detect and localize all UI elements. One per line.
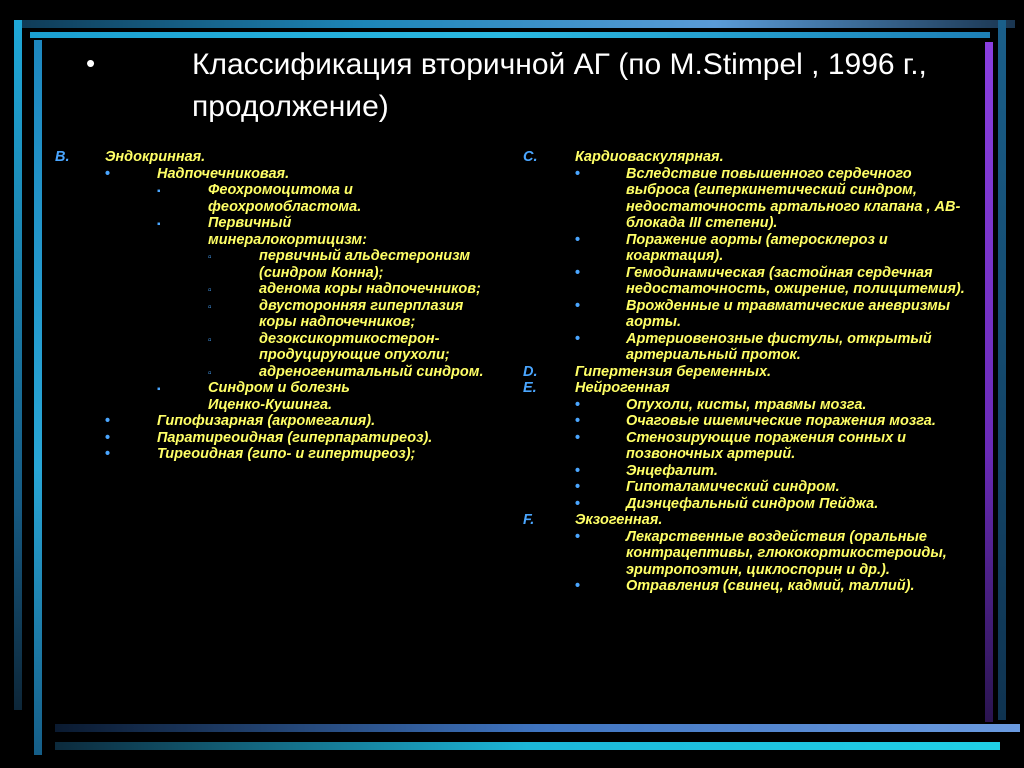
bullet-marker: • (575, 165, 581, 182)
section-letter: D. (523, 363, 538, 380)
right-outline-item (0, 413, 1010, 430)
bullet-marker: ▪ (157, 384, 161, 395)
outline-text: Экзогенная. (575, 512, 663, 528)
right-outline-item (0, 463, 1010, 480)
right-outline-item (0, 496, 1010, 513)
right-outline-item (0, 479, 1010, 496)
outline-text: дезоксикортикостерон-продуцирующие опухоли; (259, 330, 450, 363)
bullet-marker: • (575, 495, 581, 512)
outline-text: Феохромоцитома и феохромобластома. (208, 182, 362, 215)
decor-bar-bottom-inner (55, 742, 1000, 750)
outline-text: Гипоталамический синдром. (626, 479, 840, 495)
bullet-marker: ▫ (208, 334, 212, 346)
title-bullet: • (86, 48, 96, 78)
bullet-marker: • (575, 231, 581, 248)
outline-text: Синдром и болезнь Иценко-Кушинга. (208, 380, 350, 413)
decor-bar-bottom (55, 724, 1020, 732)
bullet-marker: • (105, 446, 111, 462)
bullet-marker: • (575, 264, 581, 281)
right-outline-item (0, 364, 1010, 381)
bullet-marker: • (575, 413, 581, 429)
outline-text: двусторонняя гиперплазия коры надпочечников; (259, 297, 464, 330)
bullet-marker: ▫ (208, 301, 212, 313)
bullet-marker: • (575, 330, 581, 347)
bullet-marker: ▫ (208, 252, 212, 263)
outline-text: Диэнцефальный синдром Пейджа. (626, 495, 879, 512)
bullet-marker: ▪ (157, 219, 161, 230)
slide-title: Классификация вторичной АГ (по M.Stimpel , 1996 г., продолжение) (192, 48, 927, 123)
outline-text: Тиреоидная (гипо- и гипертиреоз); (157, 446, 416, 462)
bullet-marker: • (575, 578, 581, 594)
right-outline-item (0, 298, 1010, 331)
outline-text: аденома коры надпочечников; (259, 281, 481, 297)
section-letter: E. (523, 380, 537, 396)
outline-text: Отравления (свинец, кадмий, таллий). (626, 578, 915, 594)
bullet-marker: • (575, 297, 581, 314)
outline-text: Стенозирующие поражения сонных и позвоночных артерий. (626, 429, 907, 462)
outline-text: Гипертензия беременных. (575, 363, 772, 380)
right-outline-item (0, 512, 1010, 529)
outline-text: Нейрогенная (575, 380, 670, 396)
section-letter: B. (55, 149, 70, 165)
bullet-marker: ▪ (157, 186, 161, 197)
outline-text: Опухоли, кисты, травмы мозга. (626, 396, 867, 413)
right-outline-item (0, 331, 1010, 364)
outline-text: Поражение аорты (атеросклероз и коарктация). (626, 231, 888, 264)
outline-text: первичный альдестеронизм (синдром Конна); (259, 248, 471, 281)
outline-text: Гемодинамическая (застойная сердечная недостаточность, ожирение, полицитемия). (626, 264, 965, 297)
right-column (0, 149, 1010, 595)
outline-text: Очаговые ишемические поражения мозга. (626, 413, 936, 429)
bullet-marker: • (105, 165, 111, 182)
decor-bar-top (15, 20, 1015, 28)
outline-text: Первичный минералокортицизм: (208, 215, 367, 248)
outline-text: Лекарственные воздействия (оральные контрацептивы, глюкокортикостероиды, эритропоэтин, циклоспорин и др.). (626, 528, 947, 578)
bullet-marker: • (105, 413, 111, 429)
right-outline-item (0, 529, 1010, 579)
outline-text: Кардиоваскулярная. (575, 149, 724, 165)
bullet-marker: • (575, 396, 581, 413)
outline-text: Вследствие повышенного сердечного выброса (гиперкинетический синдром, недостаточность артального клапана , АВ-блокада III степени). (626, 165, 961, 231)
section-letter: C. (523, 149, 538, 165)
right-outline-item (0, 265, 1010, 298)
outline-text: Надпочечниковая. (157, 165, 290, 182)
right-outline-item (0, 149, 1010, 166)
decor-bar-top-inner (30, 32, 990, 38)
section-letter: F. (523, 512, 535, 528)
right-outline-item (0, 397, 1010, 414)
bullet-marker: • (105, 429, 111, 446)
right-outline-item (0, 166, 1010, 232)
bullet-marker: • (575, 429, 581, 446)
outline-text: Паратиреоидная (гиперпаратиреоз). (157, 429, 433, 446)
outline-text: Энцефалит. (626, 462, 718, 479)
outline-text: Артериовенозные фистулы, открытый артериальный проток. (626, 330, 932, 363)
bullet-marker: • (575, 528, 581, 545)
right-outline-item (0, 578, 1010, 595)
right-outline-item (0, 430, 1010, 463)
bullet-marker: • (575, 479, 581, 495)
bullet-marker: ▫ (208, 367, 212, 379)
outline-text: адреногенитальный синдром. (259, 363, 484, 380)
outline-text: Гипофизарная (акромегалия). (157, 413, 376, 429)
right-outline-item (0, 232, 1010, 265)
outline-text: Врожденные и травматические аневризмы аорты. (626, 297, 951, 330)
right-outline-item (0, 380, 1010, 397)
bullet-marker: ▫ (208, 285, 212, 296)
bullet-marker: • (575, 462, 581, 479)
outline-text: Эндокринная. (105, 149, 206, 165)
